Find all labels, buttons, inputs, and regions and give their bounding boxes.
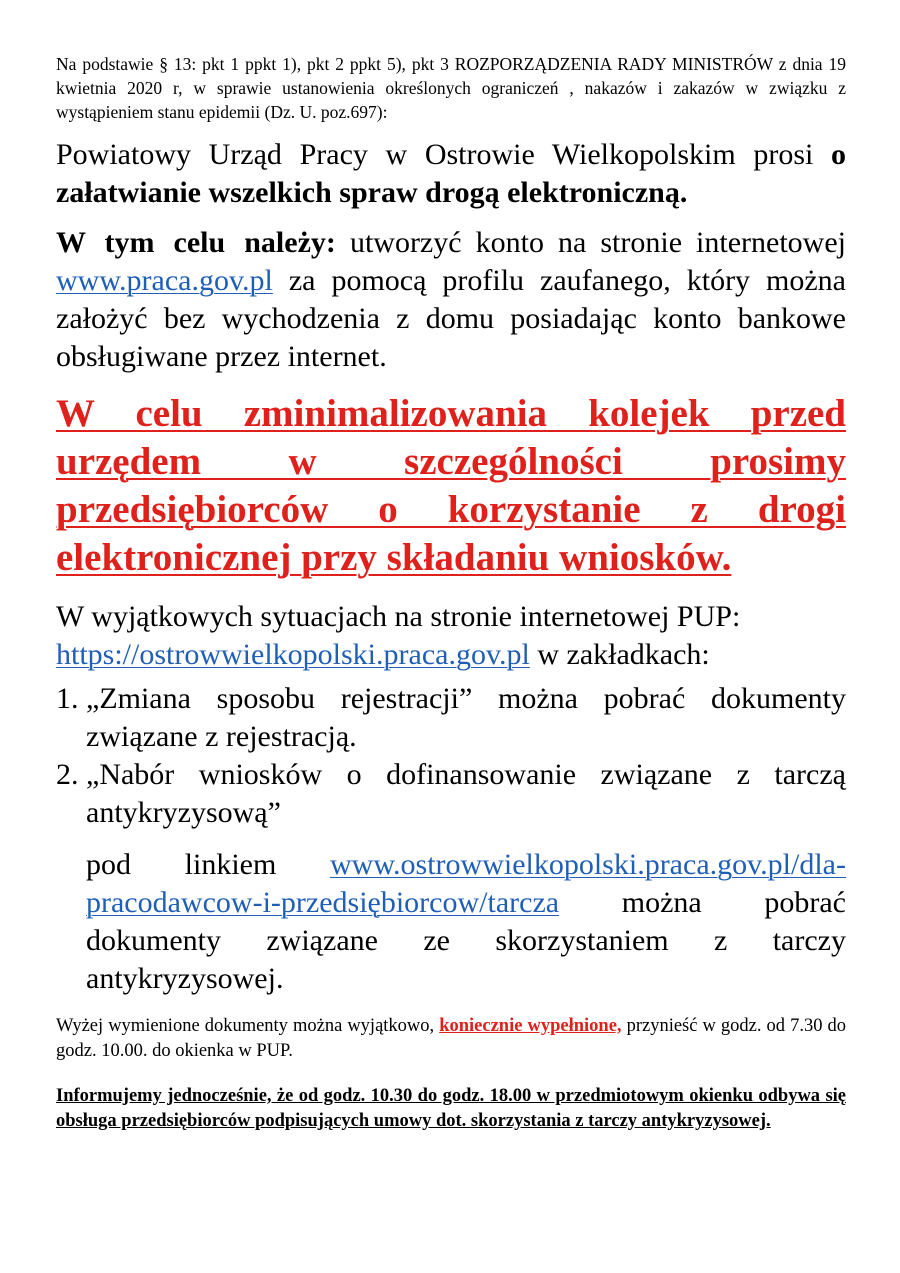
document-page	[56, 52, 846, 1134]
list-item-text: „Nabór wniosków o dofinansowanie związane z tarczą antykryzysową”	[86, 758, 846, 829]
documents-note-must: koniecznie wypełnione,	[439, 1016, 622, 1036]
appeal-bold-text: o załatwianie wszelkich spraw drogą elektroniczną.	[56, 138, 847, 209]
howto-paragraph	[56, 224, 846, 376]
list-item-number: 2.	[56, 758, 79, 791]
tarcza-link[interactable]: www.ostrowwielkopolski.praca.gov.pl/dla-pracodawcow-i-przedsiębiorcow/tarcza	[86, 848, 846, 919]
praca-gov-link[interactable]: www.praca.gov.pl	[56, 264, 273, 297]
list-item	[56, 756, 846, 832]
howto-lead: W tym celu należy:	[56, 226, 336, 259]
legal-basis-paragraph: Na podstawie § 13: pkt 1 ppkt 1), pkt 2 ppkt 5), pkt 3 ROZPORZĄDZENIA RADY MINISTRÓW z dnia 19 kwietnia 2020 r, w sprawie ustanowienia określonych ograniczeń , nakazów i zakazów w związku z wystąpieniem stanu epidemii (Dz. U. poz.697):	[56, 54, 846, 122]
list-item-number: 1.	[56, 682, 79, 715]
howto-text-before-link: utworzyć konto na stronie internetowej	[335, 226, 846, 259]
exceptional-text: W wyjątkowych sytuacjach na stronie internetowej PUP:	[56, 600, 741, 633]
appeal-text: Powiatowy Urząd Pracy w Ostrowie Wielkopolskim prosi	[56, 138, 814, 171]
red-notice: W celu zminimalizowania kolejek przed urzędem w szczególności prosimy przedsiębiorców o korzystanie z drogi elektronicznej przy składaniu wniosków.	[56, 392, 846, 579]
appeal-paragraph	[56, 136, 846, 212]
howto-text-after-link: za pomocą profilu zaufanego, który można założyć bez wychodzenia z domu posiadając konto bankowe obsługiwane przez internet.	[56, 264, 846, 373]
documents-note-after: przynieść w godz. od 7.30 do godz. 10.00. do okienka w PUP.	[56, 1016, 846, 1061]
exceptional-paragraph	[56, 598, 846, 674]
exceptional-after-link: w zakładkach:	[529, 638, 710, 671]
documents-note-before: Wyżej wymienione dokumenty można wyjątkowo,	[56, 1016, 440, 1036]
sub-before-link: pod linkiem	[86, 848, 330, 881]
pup-website-link[interactable]: https://ostrowwielkopolski.praca.gov.pl	[56, 638, 530, 671]
info-paragraph: Informujemy jednocześnie, że od godz. 10.30 do godz. 18.00 w przedmiotowym okienku odbywa się obsługa przedsiębiorców podpisujących umowy dot. skorzystania z tarczy antykryzysowej.	[56, 1086, 846, 1131]
tabs-list	[56, 680, 846, 832]
list-item	[56, 680, 846, 756]
sub-after-link: można pobrać dokumenty związane ze skorzystaniem z tarczy antykryzysowej.	[86, 886, 846, 995]
tarcza-link-paragraph	[86, 846, 846, 998]
list-item-text: „Zmiana sposobu rejestracji” można pobrać dokumenty związane z rejestracją.	[86, 682, 846, 753]
documents-note	[56, 1014, 846, 1064]
